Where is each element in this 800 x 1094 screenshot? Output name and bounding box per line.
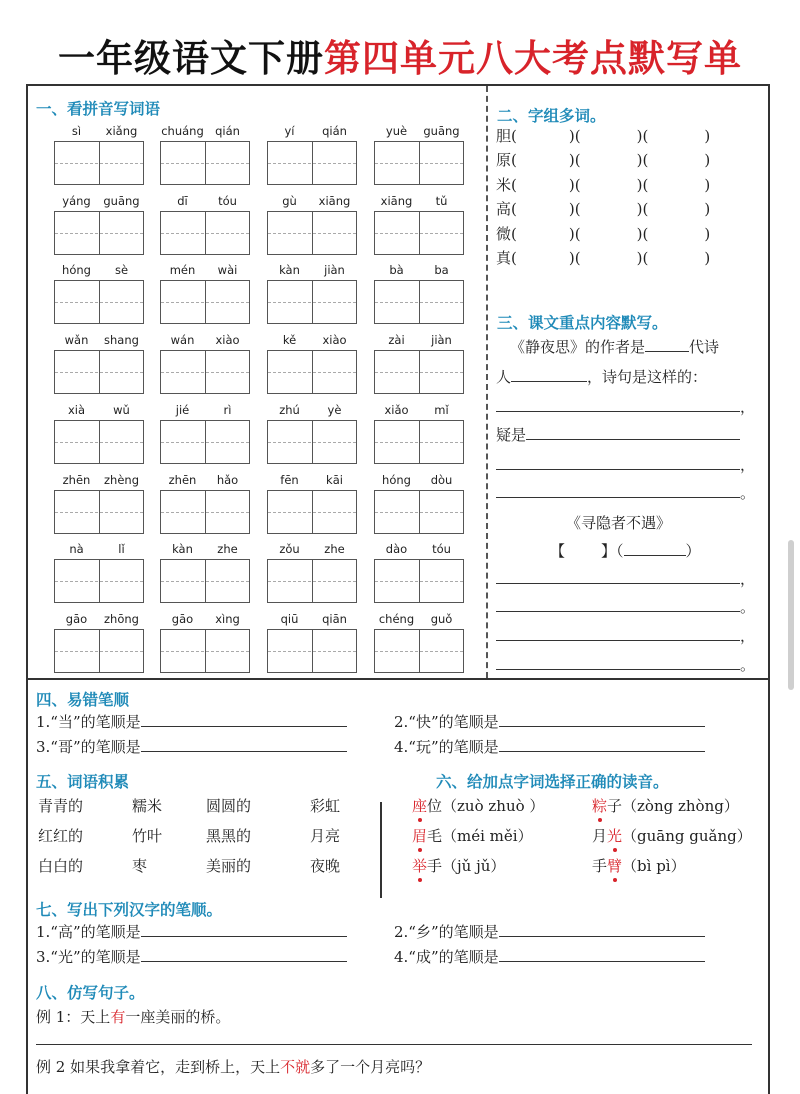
vocab-word: 糯米	[132, 797, 163, 815]
writing-box[interactable]	[54, 211, 144, 255]
writing-box[interactable]	[160, 420, 250, 464]
poem1-line2: 疑是	[496, 424, 740, 445]
example-2: 例 2 如果我拿着它，走到桥上，天上不就多了一个月亮吗？	[36, 1058, 431, 1076]
writing-box[interactable]	[267, 629, 357, 673]
writing-box[interactable]	[267, 141, 357, 185]
section6-heading: 六、给加点字词选择正确的读音。	[436, 773, 669, 791]
answer-line[interactable]	[36, 1044, 752, 1045]
writing-box[interactable]	[267, 211, 357, 255]
word-group-row: 高( )( )( )	[496, 200, 711, 219]
pinyin-label: kàn jiàn	[279, 263, 345, 278]
poem2-author-line: 【 】（ ）	[550, 542, 701, 560]
pinyin-label: gù xiāng	[282, 193, 351, 208]
poem2-line4: 。	[496, 654, 755, 675]
writing-box[interactable]	[160, 559, 250, 603]
poem2-line2: 。	[496, 596, 755, 617]
pinyin-label: zhú yè	[279, 402, 342, 417]
poem2-title: 《寻隐者不遇》	[566, 514, 672, 532]
pronunciation-item[interactable]: 粽子（zòng zhòng）	[592, 797, 739, 815]
example-1: 例 1：天上有一座美丽的桥。	[36, 1008, 231, 1026]
writing-box[interactable]	[374, 420, 464, 464]
vocab-word: 枣	[132, 857, 148, 875]
word-group-row: 微( )( )( )	[496, 224, 711, 243]
writing-box[interactable]	[267, 559, 357, 603]
pinyin-label: zài jiàn	[388, 333, 452, 348]
poem2-line3: ，	[496, 625, 755, 646]
dynasty-blank[interactable]	[645, 337, 689, 352]
pinyin-label: gāo zhōng	[65, 611, 139, 626]
writing-box[interactable]	[267, 280, 357, 324]
vocab-word: 彩虹	[310, 797, 341, 815]
writing-box[interactable]	[267, 420, 357, 464]
pinyin-label: zhēn hǎo	[168, 472, 239, 487]
writing-box[interactable]	[54, 490, 144, 534]
stroke-item: 2.“快”的笔顺是	[394, 711, 705, 732]
word-group-row: 胆( )( )( )	[496, 127, 711, 145]
poem1-question-line2: 人 ，诗句是这样的：	[496, 368, 708, 386]
pronunciation-item[interactable]: 眉毛（méi měi）	[412, 827, 533, 845]
pinyin-label: kàn zhe	[172, 542, 238, 557]
pinyin-label: jié rì	[175, 402, 232, 417]
word-group-row: 原( )( )( )	[496, 151, 711, 170]
vocab-word: 白白的	[38, 857, 84, 875]
stroke-item: 4.“成”的笔顺是	[394, 946, 705, 967]
poem1-question-line1: 《静夜思》的作者是 代诗	[510, 338, 720, 356]
pinyin-label: dī tóu	[177, 193, 237, 208]
writing-box[interactable]	[160, 141, 250, 185]
writing-box[interactable]	[160, 490, 250, 534]
vocab-word: 青青的	[38, 797, 84, 815]
pinyin-label: bà ba	[389, 263, 449, 278]
pinyin-label: chéng guǒ	[378, 611, 453, 626]
vocab-word: 黑黑的	[206, 827, 252, 845]
writing-box[interactable]	[374, 211, 464, 255]
vocab-word: 红红的	[38, 827, 84, 845]
pinyin-label: wán xiào	[170, 333, 240, 348]
stroke-item: 4.“玩”的笔顺是	[394, 736, 705, 757]
section2-heading: 二、字组多词。	[497, 107, 606, 125]
pinyin-label: hóng dòu	[382, 472, 453, 487]
stroke-item: 1.“当”的笔顺是	[36, 711, 347, 732]
stroke-item: 2.“乡”的笔顺是	[394, 921, 705, 942]
pinyin-label: hóng sè	[62, 263, 129, 278]
pinyin-label: chuáng qián	[161, 124, 240, 138]
pinyin-label: yáng guāng	[62, 193, 140, 208]
stroke-item: 3.“哥”的笔顺是	[36, 736, 347, 757]
vocab-word: 竹叶	[132, 827, 163, 845]
writing-box[interactable]	[54, 420, 144, 464]
pronunciation-item[interactable]: 座位（zuò zhuò ）	[412, 797, 545, 815]
section1-heading: 一、看拼音写词语	[36, 100, 161, 118]
writing-box[interactable]	[160, 350, 250, 394]
pinyin-label: sì xiǎng	[71, 124, 138, 138]
pinyin-label: gāo xìng	[171, 611, 240, 626]
pinyin-label: dào tóu	[385, 542, 451, 557]
pinyin-label: kě xiào	[282, 333, 347, 348]
pinyin-label: yí qián	[284, 124, 347, 138]
poem1-line4: 。	[496, 482, 755, 503]
word-group-row: 真( )( )( )	[496, 249, 711, 267]
pinyin-label: xià wǔ	[67, 402, 130, 417]
pinyin-label: wǎn shang	[64, 333, 139, 348]
scrollbar[interactable]	[788, 540, 794, 690]
writing-box[interactable]	[54, 559, 144, 603]
section-divider	[26, 678, 770, 680]
writing-box[interactable]	[54, 141, 144, 185]
poem1-line3: ，	[496, 454, 755, 475]
pinyin-label: zhēn zhèng	[62, 472, 139, 487]
writing-box[interactable]	[267, 490, 357, 534]
pinyin-label: fēn kāi	[280, 472, 343, 487]
pronunciation-item[interactable]: 手臂（bì pì）	[592, 857, 686, 875]
stroke-item: 1.“高”的笔顺是	[36, 921, 347, 942]
writing-box[interactable]	[54, 629, 144, 673]
writing-box[interactable]	[374, 141, 464, 185]
section8-heading: 八、仿写句子。	[36, 984, 145, 1002]
writing-box[interactable]	[54, 350, 144, 394]
writing-box[interactable]	[160, 280, 250, 324]
poem2-line1: ，	[496, 568, 755, 589]
poet-blank[interactable]	[511, 367, 587, 382]
pinyin-label: nà lǐ	[69, 542, 125, 557]
stroke-item: 3.“光”的笔顺是	[36, 946, 347, 967]
vocab-word: 夜晚	[310, 857, 341, 875]
writing-box[interactable]	[160, 629, 250, 673]
writing-box[interactable]	[160, 211, 250, 255]
vertical-separator	[380, 802, 382, 898]
writing-box[interactable]	[374, 350, 464, 394]
section7-heading: 七、写出下列汉字的笔顺。	[36, 901, 223, 919]
pronunciation-item[interactable]: 举手（jǔ jǔ）	[412, 857, 506, 875]
vocab-word: 月亮	[310, 827, 341, 845]
section3-heading: 三、课文重点内容默写。	[497, 314, 668, 332]
writing-box[interactable]	[267, 350, 357, 394]
writing-box[interactable]	[374, 629, 464, 673]
column-divider	[486, 86, 488, 678]
writing-box[interactable]	[374, 559, 464, 603]
page-title: 一年级语文下册第四单元八大考点默写单	[58, 37, 742, 80]
writing-box[interactable]	[374, 280, 464, 324]
pronunciation-item[interactable]: 月光（guāng guǎng）	[592, 827, 752, 845]
vocab-word: 圆圆的	[206, 797, 252, 815]
writing-box[interactable]	[374, 490, 464, 534]
pinyin-label: xiǎo mǐ	[384, 402, 449, 417]
word-group-row: 米( )( )( )	[496, 175, 711, 194]
writing-box[interactable]	[54, 280, 144, 324]
pinyin-label: zǒu zhe	[279, 542, 345, 557]
section4-heading: 四、易错笔顺	[36, 691, 130, 709]
pinyin-label: xiāng tǔ	[380, 193, 448, 208]
pinyin-label: mén wài	[169, 263, 238, 278]
section5-heading: 五、词语积累	[36, 773, 130, 791]
pinyin-label: yuè guāng	[385, 124, 460, 138]
pinyin-label: qiū qiān	[280, 611, 347, 626]
vocab-word: 美丽的	[206, 857, 252, 875]
poem1-line1: ，	[496, 396, 755, 417]
